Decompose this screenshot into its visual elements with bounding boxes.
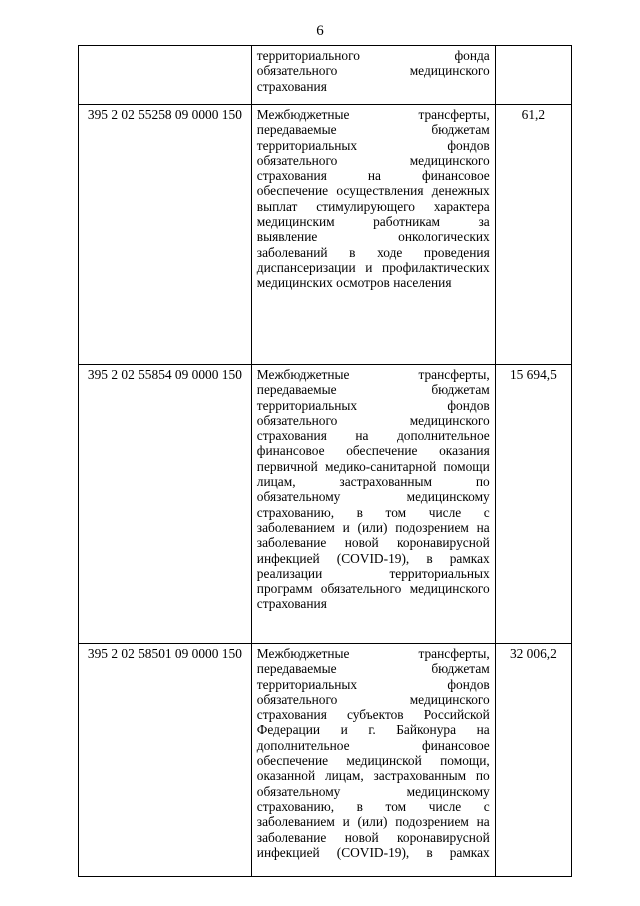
amount-cell — [495, 46, 571, 105]
description-line: обеспечение медицинской помощи, — [256, 753, 490, 769]
amount-cell: 61,2 — [495, 105, 571, 365]
description-line: заболеванием и (или) подозрением на — [256, 519, 490, 535]
description-line: страхованию, в том числе с — [256, 504, 490, 520]
table-row — [79, 644, 572, 877]
budget-code-cell: 395 2 02 55854 09 0000 150 — [79, 365, 252, 644]
description-line: обязательного медицинского — [256, 412, 490, 428]
description-line: обязательному медицинскому — [256, 489, 490, 505]
description-line: заболеванием и (или) подозрением на — [256, 814, 490, 830]
budget-code-cell — [79, 46, 252, 105]
description-line: обязательного медицинского — [256, 63, 490, 79]
description-cell — [251, 365, 495, 644]
description-line: выявление онкологических — [256, 229, 490, 245]
description-line: заболевание новой коронавирусной — [256, 535, 490, 551]
description-line: территориального фонда — [256, 48, 490, 63]
description-line: финансовое обеспечение оказания — [256, 443, 490, 459]
description-line: первичной медико-санитарной помощи — [256, 458, 490, 474]
description-line: территориальных фондов — [256, 397, 490, 413]
description-line: медицинским работникам за — [256, 214, 490, 230]
description-line: Межбюджетные трансферты, — [256, 107, 490, 122]
description-line: страхования на дополнительное — [256, 428, 490, 444]
description-line: страхования на финансовое — [256, 168, 490, 184]
table-row — [79, 46, 572, 105]
page-number: 6 — [316, 23, 324, 39]
table-row — [79, 105, 572, 365]
description-line: обязательному медицинскому — [256, 783, 490, 799]
description-line: заболевание новой коронавирусной — [256, 829, 490, 845]
description-cell — [251, 644, 495, 877]
description-line: передаваемые бюджетам — [256, 661, 490, 677]
description-line: территориальных фондов — [256, 137, 490, 153]
description-line: передаваемые бюджетам — [256, 382, 490, 398]
description-cell — [251, 105, 495, 365]
description-line: обеспечение осуществления денежных — [256, 183, 490, 199]
budget-table — [78, 45, 572, 877]
amount-cell: 32 006,2 — [495, 644, 571, 877]
description-line: Межбюджетные трансферты, — [256, 646, 490, 661]
description-line: реализации территориальных — [256, 565, 490, 581]
description-line: страхования субъектов Российской — [256, 707, 490, 723]
description-line: заболеваний в ходе проведения — [256, 244, 490, 260]
description-line: инфекцией (COVID-19), в рамках — [256, 844, 490, 860]
description-line: обязательного медицинского — [256, 152, 490, 168]
budget-code-cell: 395 2 02 58501 09 0000 150 — [79, 644, 252, 877]
description-line: страхованию, в том числе с — [256, 798, 490, 814]
description-line: страхования — [256, 78, 327, 94]
description-line: лицам, застрахованным по — [256, 474, 490, 490]
description-cell — [251, 46, 495, 105]
amount-cell: 15 694,5 — [495, 365, 571, 644]
description-line: передаваемые бюджетам — [256, 122, 490, 138]
description-line: выплат стимулирующего характера — [256, 198, 490, 214]
description-line: Межбюджетные трансферты, — [256, 367, 490, 382]
description-line: диспансеризации и профилактических — [256, 259, 490, 275]
description-line: инфекцией (COVID-19), в рамках — [256, 550, 490, 566]
description-line: программ обязательного медицинского — [256, 581, 490, 597]
description-line: страхования — [256, 596, 327, 612]
description-line: территориальных фондов — [256, 676, 490, 692]
description-line: дополнительное финансовое — [256, 737, 490, 753]
description-line: Федерации и г. Байконура на — [256, 722, 490, 738]
table-row — [79, 365, 572, 644]
description-line: медицинских осмотров населения — [256, 275, 452, 291]
description-line: оказанной лицам, застрахованным по — [256, 768, 490, 784]
budget-code-cell: 395 2 02 55258 09 0000 150 — [79, 105, 252, 365]
description-line: обязательного медицинского — [256, 691, 490, 707]
